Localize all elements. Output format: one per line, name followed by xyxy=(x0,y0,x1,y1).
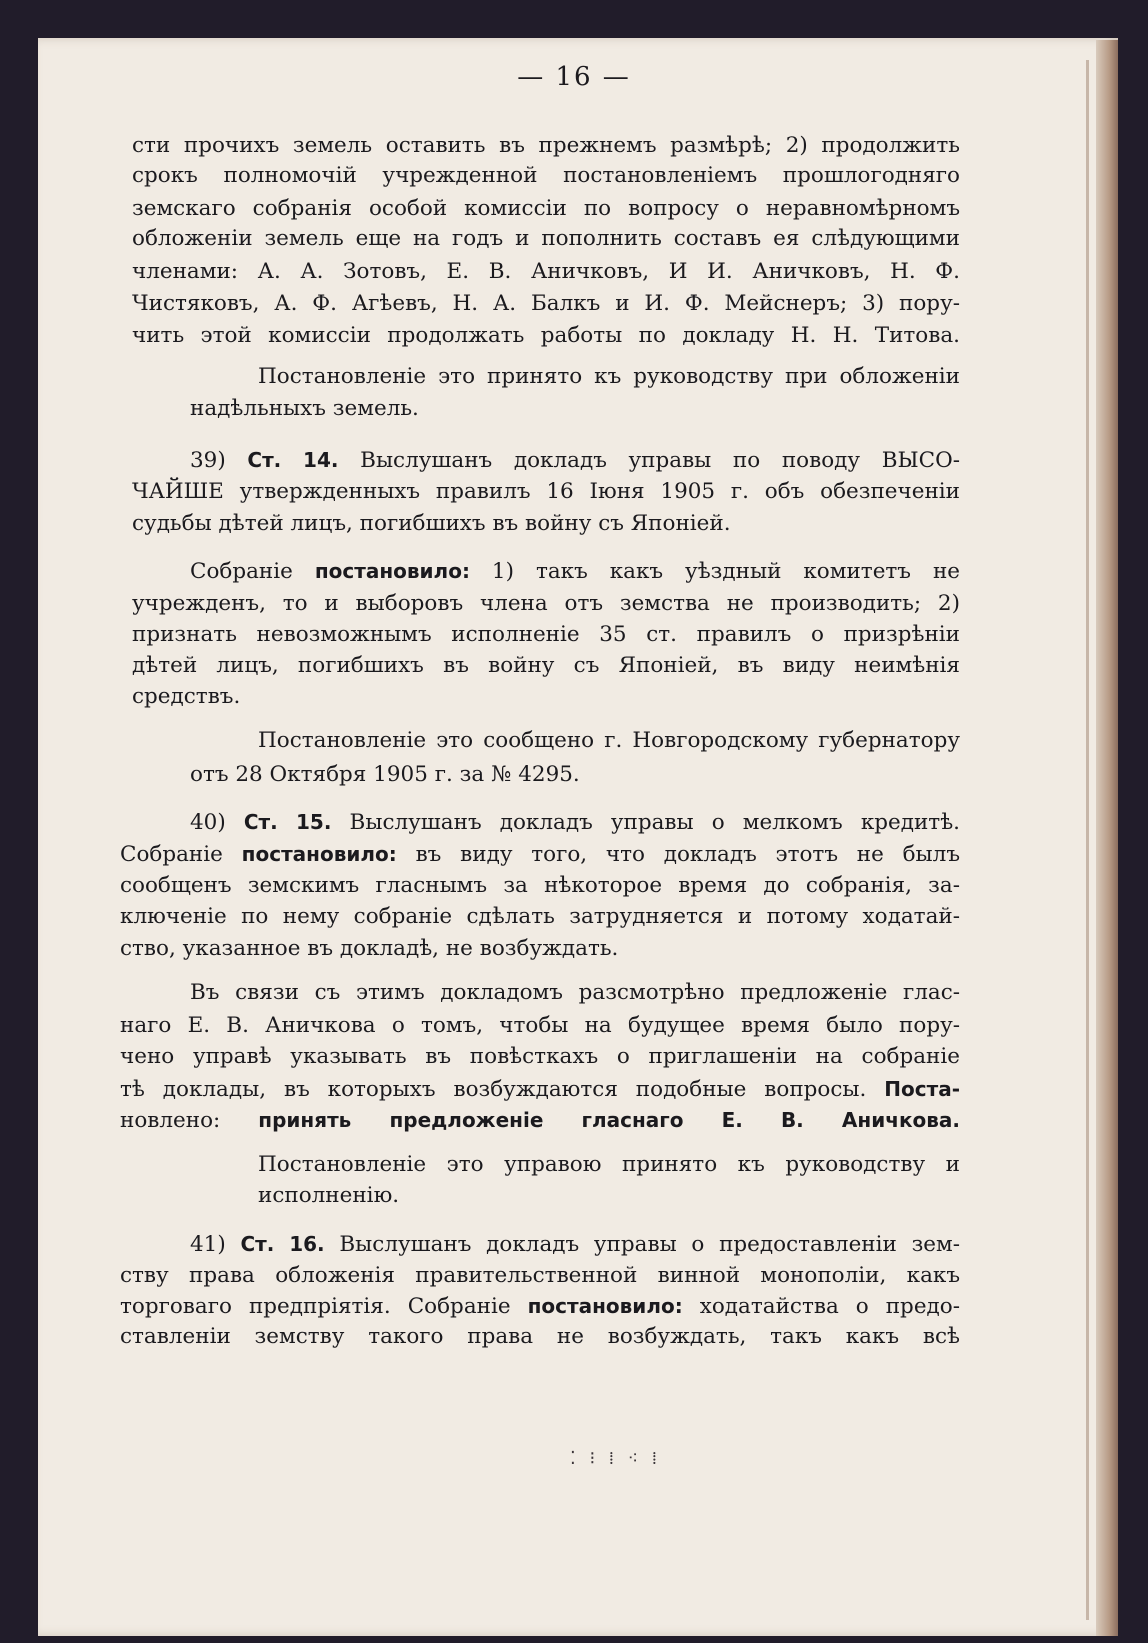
text-line: судьбы дѣтей лицъ, погибшихъ въ войну съ Японіей. xyxy=(132,511,731,536)
text-line: надѣльныхъ земель. xyxy=(190,396,419,421)
text-line: ключеніе по нему собраніе сдѣлать затрудняется и потому ходатай- xyxy=(120,904,960,929)
page-gutter-line xyxy=(1086,60,1089,1620)
text-line: чено управѣ указывать въ повѣсткахъ о приглашеніи на собраніе xyxy=(120,1044,960,1069)
text-line: Собраніе постановило: въ виду того, что докладъ этотъ не былъ xyxy=(120,842,961,867)
bold-term: Ст. 15. xyxy=(243,810,332,834)
bold-term: постановило: xyxy=(241,842,397,866)
text-line: ЧАЙШЕ утвержденныхъ правилъ 16 Іюня 1905 г. объ обезпеченіи xyxy=(132,479,960,504)
text-line: тѣ доклады, въ которыхъ возбуждаются подобные вопросы. Поста- xyxy=(120,1077,960,1102)
text-line: 39) Ст. 14. Выслушанъ докладъ управы по поводу ВЫСО- xyxy=(190,448,960,473)
text-line: отъ 28 Октября 1905 г. за № 4295. xyxy=(190,762,580,787)
text-line: учрежденъ, то и выборовъ члена отъ земства не производить; 2) xyxy=(132,591,960,616)
text-line: новлено: принять предложеніе гласнаго Е. В. Аничкова. xyxy=(120,1108,961,1133)
text-line: 40) Ст. 15. Выслушанъ докладъ управы о мелкомъ кредитѣ. xyxy=(190,810,960,835)
page-number: — 16 — xyxy=(517,62,631,92)
text-line: ство, указанное въ докладѣ, не возбуждать. xyxy=(120,936,619,961)
bold-term: Ст. 16. xyxy=(240,1232,325,1256)
text-line: дѣтей лицъ, погибшихъ въ войну съ Японіей, въ виду неимѣнія xyxy=(132,653,960,678)
text-line: Постановленіе это сообщено г. Новгородскому губернатору xyxy=(258,728,960,753)
text-line: чить этой комиссіи продолжать работы по докладу Н. Н. Титова. xyxy=(132,323,960,348)
text-line: сти прочихъ земель оставить въ прежнемъ размѣрѣ; 2) продолжить xyxy=(132,133,960,158)
text-line: земскаго собранія особой комиссіи по вопросу о неравномѣрномъ xyxy=(132,196,960,221)
bold-term: постановило: xyxy=(314,559,470,583)
bold-term: Поста- xyxy=(884,1077,960,1101)
text-line: срокъ полномочій учрежденной постановленіемъ прошлогодняго xyxy=(132,163,960,188)
page-edge xyxy=(1096,40,1118,1636)
text-line: Чистяковъ, А. Ф. Агѣевъ, Н. А. Балкъ и И. Ф. Мейснеръ; 3) пору- xyxy=(132,291,960,316)
text-line: сообщенъ земскимъ гласнымъ за нѣкоторое время до собранія, за- xyxy=(120,873,960,898)
text-line: членами: А. А. Зотовъ, Е. В. Аничковъ, И И. Аничковъ, Н. Ф. xyxy=(132,259,960,284)
text-line: ству права обложенія правительственной винной монополіи, какъ xyxy=(120,1263,960,1288)
text-line: Въ связи съ этимъ докладомъ разсмотрѣно предложеніе глас- xyxy=(190,980,960,1005)
text-line: ставленіи земству такого права не возбуждать, такъ какъ всѣ xyxy=(120,1324,960,1349)
text-line: признать невозможнымъ исполненіе 35 ст. правилъ о призрѣніи xyxy=(132,622,960,647)
text-line: 41) Ст. 16. Выслушанъ докладъ управы о предоставленіи зем- xyxy=(190,1232,961,1257)
bold-term: принять предложеніе гласнаго Е. В. Аничкова. xyxy=(258,1108,961,1132)
text-line: средствъ. xyxy=(132,684,241,709)
text-line: торговаго предпріятія. Собраніе постановило: ходатайства о предо- xyxy=(120,1294,960,1319)
text-line: Собраніе постановило: 1) такъ какъ уѣздный комитетъ не xyxy=(190,559,960,584)
text-line: исполненію. xyxy=(258,1183,400,1208)
bold-term: Ст. 14. xyxy=(247,448,339,472)
text-line: Постановленіе это управою принято къ руководству и xyxy=(258,1152,960,1177)
bold-term: постановило: xyxy=(527,1294,683,1318)
text-line: наго Е. В. Аничкова о томъ, чтобы на будущее время было пору- xyxy=(120,1013,960,1038)
text-line: обложеніи земель еще на годъ и пополнить составъ ея слѣдующими xyxy=(132,226,960,251)
text-line: Постановленіе это принято къ руководству при обложеніи xyxy=(258,364,960,389)
footer-mark: ⁚ ⁝ ⁞ ⁖ ⁞ xyxy=(570,1448,661,1469)
